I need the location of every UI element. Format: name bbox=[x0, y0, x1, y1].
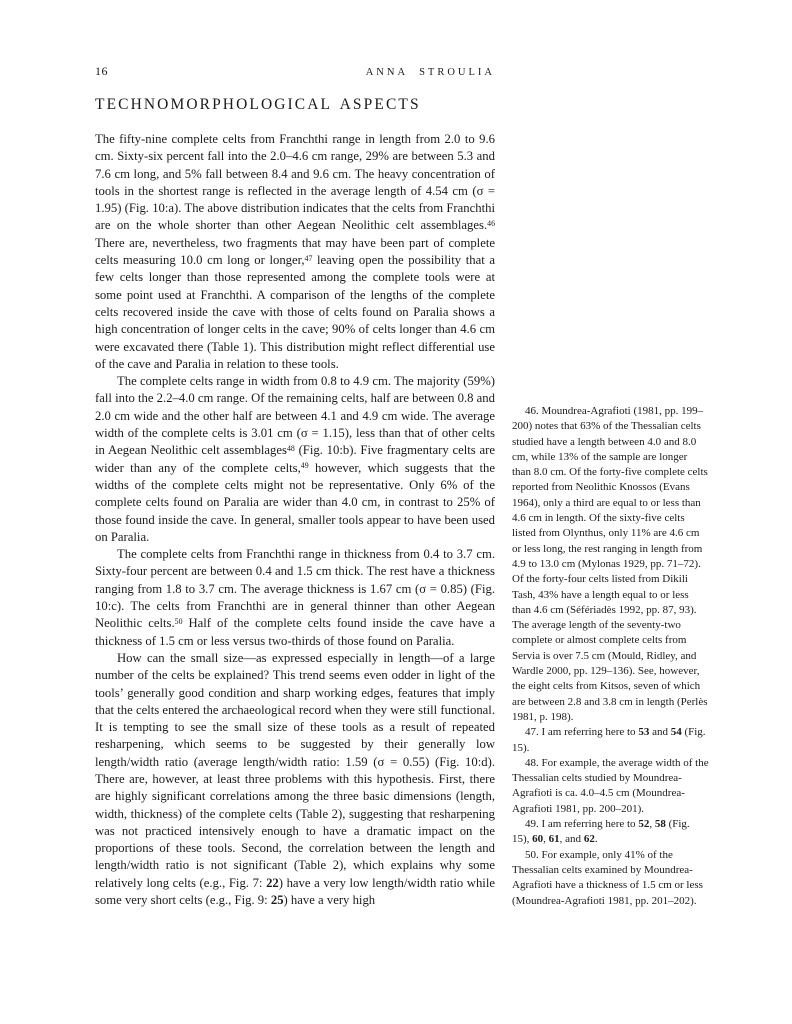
catalogue-number: 61 bbox=[548, 833, 560, 846]
footnote bbox=[512, 817, 709, 848]
catalogue-number: 54 bbox=[670, 726, 682, 739]
main-text-column bbox=[95, 131, 495, 909]
running-head bbox=[95, 64, 495, 79]
footnote-reference: 50 bbox=[174, 616, 183, 626]
text-run: (Fig. 15). bbox=[512, 726, 706, 754]
text-run: leaving open the possibility that a few celts longer than those represented among the complete tools were at some point used at Franchthi. A comparison of the lengths of the complete celts recovered inside the cave with those of celts found on Paralia shows a high concentration of longer celts in the cave; 90% of celts longer than 4.6 cm were excavated there (Table 1). This distribution might reflect differential use of the cave and Paralia in relation to these tools. bbox=[95, 253, 495, 371]
text-run: The complete celts from Franchthi range in thickness from 0.4 to 3.7 cm. Sixty-four percent are between 0.4 and 1.5 cm thick. The rest have a thickness ranging from 1.8 to 3.7 cm. The average thickness is 1.67 cm (σ = 0.85) (Fig. 10:c). The celts from Franchthi are in general thinner than other Aegean Neolithic celts. bbox=[95, 547, 495, 631]
catalogue-number: 62 bbox=[583, 833, 595, 846]
footnote-reference: 48 bbox=[286, 443, 295, 453]
text-run: 50. For example, only 41% of the Thessalian celts examined by Moundrea-Agrafioti have a thickness of 1.5 cm or less (Moundrea-Agrafioti 1981, pp. 201–202). bbox=[512, 848, 703, 907]
text-run: How can the small size—as expressed especially in length—of a large number of the celts be explained? This trend seems even odder in light of the tools’ generally good condition and sharp working edges, features that imply that the celts entered the archaeological record when they were still functional. It is tempting to see the small size of these tools as a result of repeated resharpening, which seems to be suggested by their generally low length/width ratio (average length/width ratio: 1.59 (σ = 0.55) (Fig. 10:d). There are, however, at least three problems with this hypothesis. First, there are highly significant correlations among the three basic dimensions (length, width, thickness) of the complete celts (Table 2), suggesting that resharpening was not practiced intensively enough to have a dramatic impact on the proportions of these tools. Second, the correlation between the length and length/width ratio is not significant (Table 2), which explains why some relatively long celts (e.g., Fig. 7: bbox=[95, 650, 495, 890]
text-run: The complete celts range in width from 0.8 to 4.9 cm. The majority (59%) fall into the 2.2–4.0 cm range. Of the remaining celts, half are between 0.8 and 2.0 cm wide and the other half are between 4.1 and 4.9 cm wide. The average width of the complete celts is 3.01 cm (σ = 1.15), less than that of other celts in Aegean Neolithic celt assemblages bbox=[95, 374, 495, 458]
catalogue-number: 22 bbox=[266, 875, 279, 890]
footnote bbox=[512, 756, 709, 817]
catalogue-number: 60 bbox=[532, 833, 544, 846]
footnote-reference: 47 bbox=[304, 253, 313, 263]
text-run: 47. I am referring here to bbox=[525, 726, 639, 739]
section-title: TECHNOMORPHOLOGICAL ASPECTS bbox=[95, 96, 421, 113]
footnote bbox=[512, 404, 709, 725]
body-paragraph bbox=[95, 373, 495, 546]
text-run: 46. Moundrea-Agrafioti (1981, pp. 199–200) notes that 63% of the Thessalian celts studied have a length between 4.0 and 8.0 cm, while 13% of the sample are longer than 8.0 cm. Of the forty-five complete celts reported from Neolithic Knossos (Evans 1964), only a third are equal to or less than 4.6 cm in length. Of the sixty-five celts listed from Olynthus, only 11% are 4.6 cm or less long, the rest ranging in length from 4.9 to 13.0 cm (Mylonas 1929, pp. 71–72). Of the forty-four celts listed from Dikili Tash, 43% have a length equal to or less than 4.6 cm (Séfériadès 1992, pp. 87, 93). The average length of the seventy-two complete or almost complete celts from Servia is over 7.5 cm (Mould, Ridley, and Wardle 2000, pp. 129–136). See, however, the eight celts from Kitsos, seven of which are between 2.8 and 3.8 cm in length (Perlès 1981, p. 198). bbox=[512, 405, 708, 723]
body-paragraph bbox=[95, 546, 495, 650]
text-run: (Fig. 10:b). Five fragmentary celts are wider than any of the complete celts, bbox=[95, 443, 495, 475]
text-run: and bbox=[649, 726, 671, 739]
page-number: 16 bbox=[95, 64, 108, 78]
text-run: The fifty-nine complete celts from Franchthi range in length from 2.0 to 9.6 cm. Sixty-six percent fall into the 2.0–4.6 cm range, 29% are between 5.3 and 7.6 cm long, and 5% fall between 8.4 and 9.6 cm. The heavy concentration of tools in the shortest range is reflected in the average length of 4.54 cm (σ = 1.95) (Fig. 10:a). The above distribution indicates that the celts from Franchthi are on the whole shorter than other Aegean Neolithic celt assemblages. bbox=[95, 132, 495, 233]
text-run: ) have a very low length/width ratio while some very short celts (e.g., Fig. 9: bbox=[95, 875, 495, 908]
text-run: , bbox=[543, 833, 549, 846]
text-run: (Fig. 15), bbox=[512, 818, 690, 846]
catalogue-number: 52 bbox=[638, 818, 650, 831]
text-run: 49. I am referring here to bbox=[525, 818, 639, 831]
footnote-reference: 49 bbox=[300, 461, 309, 471]
body-paragraph bbox=[95, 650, 495, 909]
footnote bbox=[512, 725, 709, 756]
body-paragraph bbox=[95, 131, 495, 373]
text-run: Half of the complete celts found inside the cave have a thickness of 1.5 cm or less versus two-thirds of those found on Paralia. bbox=[95, 616, 496, 648]
text-run: There are, nevertheless, two fragments that may have been part of complete celts measuring 10.0 cm long or longer, bbox=[95, 235, 495, 268]
text-run: . bbox=[594, 833, 598, 846]
catalogue-number: 58 bbox=[654, 818, 666, 831]
footnote bbox=[512, 848, 709, 909]
footnote-column bbox=[512, 404, 709, 909]
catalogue-number: 25 bbox=[270, 893, 284, 908]
running-head-author: ANNA STROULIA bbox=[365, 67, 495, 78]
catalogue-number: 53 bbox=[638, 726, 650, 739]
text-run: ) have a very high bbox=[283, 893, 376, 908]
text-run: 48. For example, the average width of the Thessalian celts studied by Moundrea-Agrafioti is ca. 4.0–4.5 cm (Moundrea-Agrafioti 1981, pp. 200–201). bbox=[512, 756, 709, 815]
text-run: , bbox=[649, 818, 655, 831]
text-run: however, which suggests that the widths of the complete celts might not be representative. Only 6% of the complete celts found on Paralia are wider than 4.0 cm, in contrast to 25% of those found inside the cave. In general, smaller tools appear to have been used on Paralia. bbox=[95, 460, 495, 544]
footnote-reference: 46 bbox=[487, 218, 495, 228]
text-run: , and bbox=[559, 833, 584, 846]
